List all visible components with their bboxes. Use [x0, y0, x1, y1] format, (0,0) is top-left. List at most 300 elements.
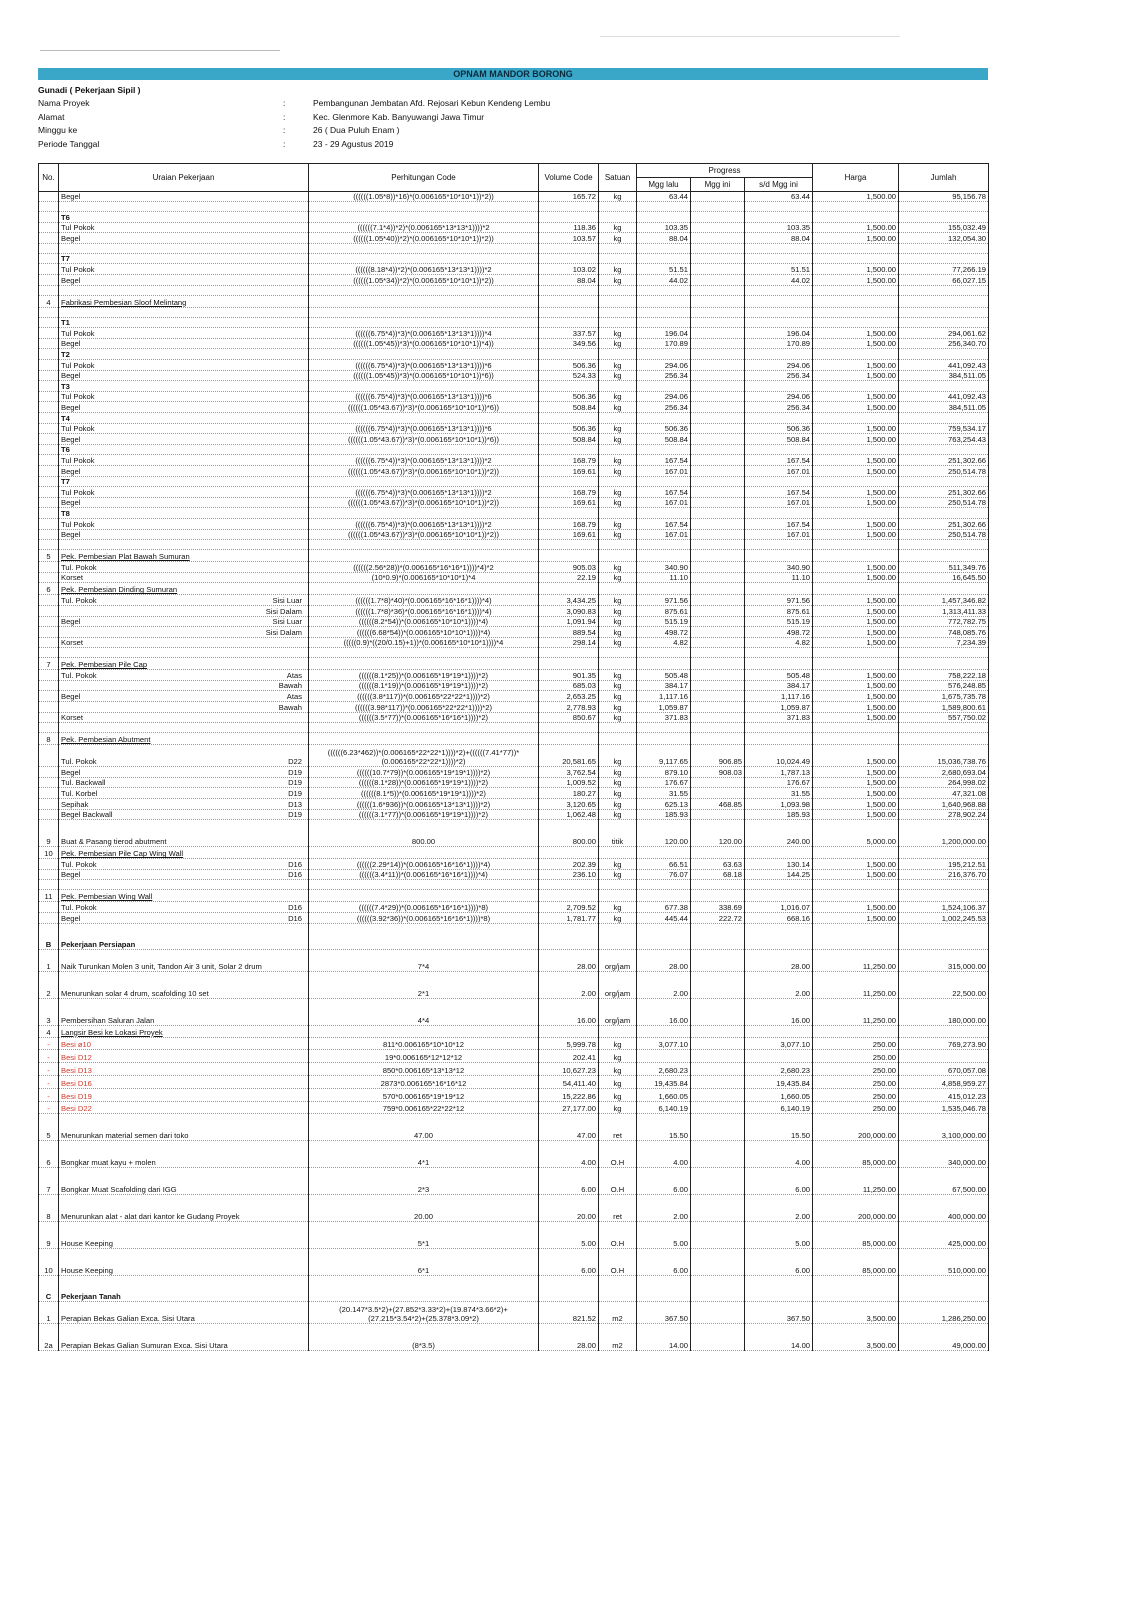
uraian-content: [61, 276, 306, 285]
group-row: [39, 658, 989, 670]
cell-harga: 1,500.00: [813, 605, 899, 616]
cell-uraian: [59, 402, 309, 413]
uraian-content: [61, 837, 306, 846]
uraian-text: Pek. Pembesian Pile Cap: [61, 660, 148, 670]
cell-mgg-ini: [691, 465, 745, 476]
uraian-content: [61, 1016, 306, 1025]
cell-uraian: [59, 307, 309, 317]
cell-mgg-ini: [691, 497, 745, 508]
table-row: [39, 1037, 989, 1050]
cell-uraian: [59, 712, 309, 723]
uraian-text: House Keeping: [61, 1266, 113, 1276]
document-banner: OPNAM MANDOR BORONG: [38, 68, 988, 80]
cell-mgg-ini: [691, 1276, 745, 1302]
cell-mgg-ini: [691, 670, 745, 681]
uraian-content: [61, 735, 306, 744]
cell-volume: 15,222.86: [539, 1088, 599, 1101]
cell-harga: 11,250.00: [813, 1168, 899, 1195]
cell-mgg-lalu: 875.61: [637, 605, 691, 616]
uraian-content: [61, 903, 306, 912]
cell-perhitungan: [309, 349, 539, 360]
table-row: [39, 328, 989, 339]
cell-volume: [539, 212, 599, 223]
cell-uraian: [59, 691, 309, 702]
cell-perhitungan: [309, 658, 539, 670]
cell-no: [39, 497, 59, 508]
cell-volume: 349.56: [539, 338, 599, 349]
uraian-content: [61, 488, 306, 497]
cell-jumlah: [899, 349, 989, 360]
cell-satuan: kg: [599, 1101, 637, 1114]
cell-sd-mgg-ini: [745, 202, 813, 212]
cell-jumlah: 7,234.39: [899, 637, 989, 648]
cell-mgg-ini: 468.85: [691, 799, 745, 810]
opnam-table: [38, 163, 989, 1352]
cell-sd-mgg-ini: 294.06: [745, 360, 813, 371]
uraian-content: [61, 339, 306, 348]
cell-sd-mgg-ini: 515.19: [745, 616, 813, 627]
cell-uraian: [59, 423, 309, 434]
cell-no: [39, 529, 59, 540]
table-row: [39, 1222, 989, 1249]
cell-mgg-lalu: 170.89: [637, 338, 691, 349]
cell-sd-mgg-ini: 176.67: [745, 777, 813, 788]
table-row: [39, 413, 989, 424]
cell-uraian: [59, 191, 309, 202]
cell-mgg-ini: [691, 1324, 745, 1351]
cell-perhitungan: [309, 880, 539, 890]
cell-sd-mgg-ini: [745, 723, 813, 733]
uraian-content: [61, 234, 306, 243]
cell-harga: 1,500.00: [813, 712, 899, 723]
uraian-text: Begel: [61, 192, 81, 202]
cell-jumlah: 769,273.90: [899, 1037, 989, 1050]
section-row: [39, 923, 989, 949]
uraian-content: [61, 692, 306, 701]
cell-jumlah: 315,000.00: [899, 949, 989, 971]
cell-jumlah: 384,511.05: [899, 370, 989, 381]
cell-satuan: titik: [599, 820, 637, 847]
cell-sd-mgg-ini: [745, 890, 813, 902]
uraian-text: Begel: [61, 466, 81, 476]
cell-volume: 3,120.65: [539, 799, 599, 810]
cell-volume: 202.39: [539, 859, 599, 870]
cell-uraian: [59, 670, 309, 681]
project-field: [38, 110, 988, 124]
cell-sd-mgg-ini: 167.54: [745, 487, 813, 498]
cell-uraian: [59, 413, 309, 424]
cell-no: 7: [39, 658, 59, 670]
cell-perhitungan: [309, 1276, 539, 1302]
table-row: [39, 264, 989, 275]
uraian-text: Begel: [61, 913, 81, 923]
cell-uraian: [59, 648, 309, 658]
cell-perhitungan: ((((((6.75*4))*3)*(0.006165*13*13*1))))*6: [309, 423, 539, 434]
cell-harga: 11,250.00: [813, 971, 899, 998]
cell-harga: [813, 1025, 899, 1037]
cell-no: [39, 605, 59, 616]
cell-volume: 508.84: [539, 402, 599, 413]
table-header: [39, 163, 989, 191]
cell-perhitungan: ((((((1.05*8))*16)*(0.006165*10*10*1))*2)): [309, 191, 539, 202]
cell-perhitungan: [309, 243, 539, 253]
cell-uraian: [59, 595, 309, 606]
cell-mgg-lalu: 15.50: [637, 1114, 691, 1141]
project-fields: [38, 97, 988, 151]
cell-harga: 1,500.00: [813, 423, 899, 434]
cell-satuan: kg: [599, 745, 637, 767]
cell-volume: 180.27: [539, 788, 599, 799]
cell-mgg-lalu: 9,117.65: [637, 745, 691, 767]
cell-mgg-ini: 908.03: [691, 767, 745, 778]
cell-no: [39, 902, 59, 913]
table-row: [39, 880, 989, 890]
cell-jumlah: 340,000.00: [899, 1141, 989, 1168]
cell-perhitungan: ((((((6.23*462))*(0.006165*22*22*1))))*2)+((((((7.41*77))*(0.006165*22*22*1))))*2): [309, 745, 539, 767]
cell-uraian: [59, 1101, 309, 1114]
cell-mgg-lalu: 4.00: [637, 1141, 691, 1168]
table-row: [39, 913, 989, 924]
cell-mgg-ini: 906.85: [691, 745, 745, 767]
cell-sd-mgg-ini: [745, 307, 813, 317]
cell-harga: 200,000.00: [813, 1195, 899, 1222]
cell-perhitungan: ((((((6.75*4))*3)*(0.006165*13*13*1))))*2: [309, 487, 539, 498]
uraian-text: Besi ø10: [61, 1040, 91, 1050]
cell-mgg-ini: [691, 605, 745, 616]
cell-mgg-ini: [691, 572, 745, 583]
cell-harga: 1,500.00: [813, 402, 899, 413]
uraian-text: Tul. Pokok: [61, 903, 97, 912]
cell-sd-mgg-ini: 2,680.23: [745, 1063, 813, 1076]
uraian-content: [61, 1158, 306, 1167]
cell-perhitungan: (10*0.9)*(0.006165*10*10*1)*4: [309, 572, 539, 583]
uraian-content: [61, 1239, 306, 1248]
cell-uraian: [59, 518, 309, 529]
cell-harga: [813, 847, 899, 859]
cell-mgg-lalu: 3,077.10: [637, 1037, 691, 1050]
cell-jumlah: [899, 583, 989, 595]
cell-harga: 1,500.00: [813, 455, 899, 466]
cell-uraian: [59, 562, 309, 573]
uraian-content: [61, 477, 306, 486]
cell-perhitungan: 811*0.006165*10*10*12: [309, 1037, 539, 1050]
table-row: [39, 799, 989, 810]
cell-no: [39, 648, 59, 658]
cell-harga: [813, 253, 899, 264]
uraian-content: [61, 435, 306, 444]
cell-harga: 1,500.00: [813, 370, 899, 381]
cell-mgg-ini: [691, 307, 745, 317]
uraian-content: [61, 892, 306, 901]
cell-sd-mgg-ini: 185.93: [745, 809, 813, 820]
cell-volume: 28.00: [539, 949, 599, 971]
cell-harga: 1,500.00: [813, 902, 899, 913]
cell-volume: [539, 890, 599, 902]
cell-perhitungan: [309, 317, 539, 328]
uraian-content: [61, 552, 306, 561]
cell-sd-mgg-ini: 19,435.84: [745, 1075, 813, 1088]
uraian-text: Sepihak: [61, 799, 89, 809]
uraian-text: Tul Pokok: [61, 424, 95, 434]
uraian-content: [61, 361, 306, 370]
cell-mgg-lalu: 167.54: [637, 518, 691, 529]
cell-perhitungan: [309, 723, 539, 733]
cell-satuan: O.H: [599, 1168, 637, 1195]
cell-mgg-lalu: 371.83: [637, 712, 691, 723]
cell-volume: 2,778.93: [539, 702, 599, 713]
uraian-side-label: Sisi Luar: [272, 617, 302, 627]
cell-uraian: [59, 627, 309, 638]
cell-mgg-lalu: 367.50: [637, 1302, 691, 1324]
cell-sd-mgg-ini: 1,117.16: [745, 691, 813, 702]
uraian-text: Tul. Pokok: [61, 670, 97, 680]
cell-satuan: kg: [599, 1088, 637, 1101]
uraian-content: [61, 628, 306, 637]
cell-uraian: [59, 540, 309, 550]
cell-sd-mgg-ini: [745, 413, 813, 424]
cell-no: [39, 487, 59, 498]
cell-sd-mgg-ini: 11.10: [745, 572, 813, 583]
uraian-text: Begel: [61, 403, 81, 412]
table-row: [39, 212, 989, 223]
cell-sd-mgg-ini: 14.00: [745, 1324, 813, 1351]
cell-mgg-lalu: 16.00: [637, 998, 691, 1025]
cell-uraian: [59, 444, 309, 455]
cell-mgg-ini: [691, 349, 745, 360]
cell-sd-mgg-ini: [745, 253, 813, 264]
col-volume: Volume Code: [539, 163, 599, 191]
col-mgg-ini: Mgg ini: [691, 177, 745, 191]
cell-uraian: [59, 497, 309, 508]
cell-volume: 202.41: [539, 1050, 599, 1063]
uraian-content: [61, 456, 306, 465]
cell-satuan: kg: [599, 370, 637, 381]
cell-sd-mgg-ini: [745, 285, 813, 295]
table-row: [39, 391, 989, 402]
uraian-side-label: Atas: [286, 670, 302, 680]
table-row: [39, 1063, 989, 1076]
cell-uraian: [59, 799, 309, 810]
cell-mgg-lalu: 256.34: [637, 402, 691, 413]
uraian-content: [61, 403, 306, 412]
cell-perhitungan: 2*1: [309, 971, 539, 998]
cell-uraian: [59, 285, 309, 295]
uraian-text: T6: [61, 445, 70, 455]
cell-sd-mgg-ini: 367.50: [745, 1302, 813, 1324]
cell-sd-mgg-ini: [745, 923, 813, 949]
cell-harga: 250.00: [813, 1037, 899, 1050]
cell-volume: [539, 847, 599, 859]
table-row: [39, 455, 989, 466]
cell-mgg-ini: [691, 413, 745, 424]
cell-harga: 1,500.00: [813, 809, 899, 820]
cell-volume: 236.10: [539, 869, 599, 880]
cell-jumlah: [899, 381, 989, 392]
cell-satuan: kg: [599, 497, 637, 508]
cell-volume: 6.00: [539, 1168, 599, 1195]
cell-harga: 1,500.00: [813, 191, 899, 202]
cell-mgg-lalu: [637, 202, 691, 212]
cell-satuan: [599, 476, 637, 487]
cell-uraian: [59, 680, 309, 691]
cell-satuan: m2: [599, 1302, 637, 1324]
uraian-text: Pek. Pembesian Dinding Sumuran: [61, 585, 178, 595]
uraian-text: Langsir Besi ke Lokasi Proyek: [61, 1027, 163, 1037]
cell-uraian: [59, 847, 309, 859]
cell-no: [39, 317, 59, 328]
cell-mgg-lalu: 294.06: [637, 391, 691, 402]
cell-jumlah: [899, 847, 989, 859]
uraian-content: [61, 713, 306, 722]
cell-perhitungan: ((((((8.2*54))*(0.006165*10*10*1))))*4): [309, 616, 539, 627]
cell-satuan: kg: [599, 434, 637, 445]
uraian-content: [61, 1212, 306, 1221]
cell-perhitungan: ((((((1.7*8)*36)*(0.006165*16*16*1))))*4): [309, 605, 539, 616]
field-value: 23 - 29 Agustus 2019: [313, 138, 394, 149]
cell-volume: 901.35: [539, 670, 599, 681]
cell-sd-mgg-ini: [745, 1050, 813, 1063]
cell-volume: 6.00: [539, 1249, 599, 1276]
cell-mgg-ini: [691, 1141, 745, 1168]
cell-volume: 88.04: [539, 275, 599, 286]
cell-satuan: [599, 923, 637, 949]
cell-jumlah: 195,212.51: [899, 859, 989, 870]
cell-perhitungan: ((((((10.7*79))*(0.006165*19*19*1))))*2): [309, 767, 539, 778]
cell-no: [39, 913, 59, 924]
cell-volume: 3,762.54: [539, 767, 599, 778]
cell-mgg-lalu: 196.04: [637, 328, 691, 339]
cell-satuan: kg: [599, 809, 637, 820]
cell-perhitungan: ((((((7.1*4))*2)*(0.006165*13*13*1))))*2: [309, 222, 539, 233]
cell-no: [39, 381, 59, 392]
cell-harga: 1,500.00: [813, 691, 899, 702]
cell-mgg-lalu: 445.44: [637, 913, 691, 924]
cell-sd-mgg-ini: 28.00: [745, 949, 813, 971]
cell-no: [39, 540, 59, 550]
cell-satuan: O.H: [599, 1249, 637, 1276]
cell-sd-mgg-ini: 505.48: [745, 670, 813, 681]
cell-no: [39, 275, 59, 286]
cell-mgg-ini: [691, 847, 745, 859]
cell-mgg-lalu: [637, 253, 691, 264]
cell-uraian: [59, 455, 309, 466]
cell-sd-mgg-ini: 508.84: [745, 434, 813, 445]
table-row: [39, 307, 989, 317]
table-row: [39, 529, 989, 540]
cell-uraian: [59, 702, 309, 713]
uraian-text: Tul Pokok: [61, 455, 95, 465]
cell-perhitungan: (((((0.9)*((20/0.15)+1))*(0.006165*10*10*1))))*4: [309, 637, 539, 648]
cell-satuan: [599, 295, 637, 307]
uraian-content: [61, 329, 306, 338]
cell-jumlah: 758,222.18: [899, 670, 989, 681]
cell-uraian: [59, 880, 309, 890]
cell-sd-mgg-ini: 6.00: [745, 1249, 813, 1276]
cell-uraian: [59, 859, 309, 870]
cell-satuan: kg: [599, 869, 637, 880]
cell-mgg-lalu: 31.55: [637, 788, 691, 799]
cell-mgg-ini: [691, 1195, 745, 1222]
cell-mgg-lalu: 167.54: [637, 455, 691, 466]
cell-mgg-lalu: 88.04: [637, 233, 691, 244]
cell-no: -: [39, 1075, 59, 1088]
section-row: [39, 1276, 989, 1302]
cell-uraian: [59, 212, 309, 223]
uraian-content: [61, 617, 306, 626]
cell-satuan: [599, 413, 637, 424]
cell-no: [39, 222, 59, 233]
uraian-text: Bongkar Muat Scafolding dari IGG: [61, 1185, 177, 1195]
cell-jumlah: 95,156.78: [899, 191, 989, 202]
uraian-text: Tul. Pokok: [61, 562, 97, 572]
uraian-content: [61, 671, 306, 680]
cell-sd-mgg-ini: 2.00: [745, 1195, 813, 1222]
cell-jumlah: [899, 202, 989, 212]
cell-satuan: kg: [599, 777, 637, 788]
cell-perhitungan: ((((((3.1*77))*(0.006165*19*19*1))))*2): [309, 809, 539, 820]
cell-harga: [813, 317, 899, 328]
cell-mgg-ini: [691, 328, 745, 339]
cell-mgg-ini: [691, 595, 745, 606]
cell-uraian: [59, 820, 309, 847]
cell-perhitungan: [309, 540, 539, 550]
cell-satuan: kg: [599, 529, 637, 540]
cell-mgg-lalu: 508.84: [637, 434, 691, 445]
cell-harga: 1,500.00: [813, 799, 899, 810]
cell-volume: 506.36: [539, 391, 599, 402]
cell-jumlah: 772,782.75: [899, 616, 989, 627]
cell-mgg-lalu: 1,059.87: [637, 702, 691, 713]
uraian-text: T2: [61, 350, 70, 360]
cell-sd-mgg-ini: [745, 658, 813, 670]
cell-jumlah: 264,998.02: [899, 777, 989, 788]
cell-jumlah: 510,000.00: [899, 1249, 989, 1276]
cell-mgg-lalu: [637, 349, 691, 360]
uraian-content: [61, 1028, 306, 1037]
cell-sd-mgg-ini: 294.06: [745, 391, 813, 402]
cell-no: [39, 465, 59, 476]
uraian-text: Tul. Korbel: [61, 789, 98, 799]
cell-satuan: [599, 540, 637, 550]
cell-jumlah: [899, 285, 989, 295]
cell-sd-mgg-ini: [745, 444, 813, 455]
cell-perhitungan: [309, 648, 539, 658]
cell-sd-mgg-ini: [745, 317, 813, 328]
cell-harga: 1,500.00: [813, 859, 899, 870]
cell-satuan: org/jam: [599, 998, 637, 1025]
cell-perhitungan: ((((((1.05*45))*3)*(0.006165*10*10*1))*4)): [309, 338, 539, 349]
field-colon: :: [283, 98, 286, 109]
cell-mgg-ini: [691, 540, 745, 550]
cell-no: 9: [39, 820, 59, 847]
cell-uraian: [59, 583, 309, 595]
cell-sd-mgg-ini: [745, 295, 813, 307]
cell-jumlah: 256,340.70: [899, 338, 989, 349]
cell-sd-mgg-ini: 10,024.49: [745, 745, 813, 767]
cell-harga: 1,500.00: [813, 233, 899, 244]
cell-mgg-ini: [691, 338, 745, 349]
cell-perhitungan: ((((((3.92*36))*(0.006165*16*16*1))))*8): [309, 913, 539, 924]
cell-satuan: [599, 212, 637, 223]
cell-perhitungan: [309, 583, 539, 595]
cell-satuan: [599, 202, 637, 212]
opnam-document: [38, 68, 988, 1351]
cell-mgg-lalu: 625.13: [637, 799, 691, 810]
uraian-content: [61, 414, 306, 423]
uraian-text: Menurunkan material semen dari toko: [61, 1131, 189, 1141]
cell-perhitungan: ((((((1.05*43.67))*3)*(0.006165*10*10*1))*2)): [309, 529, 539, 540]
cell-satuan: [599, 243, 637, 253]
